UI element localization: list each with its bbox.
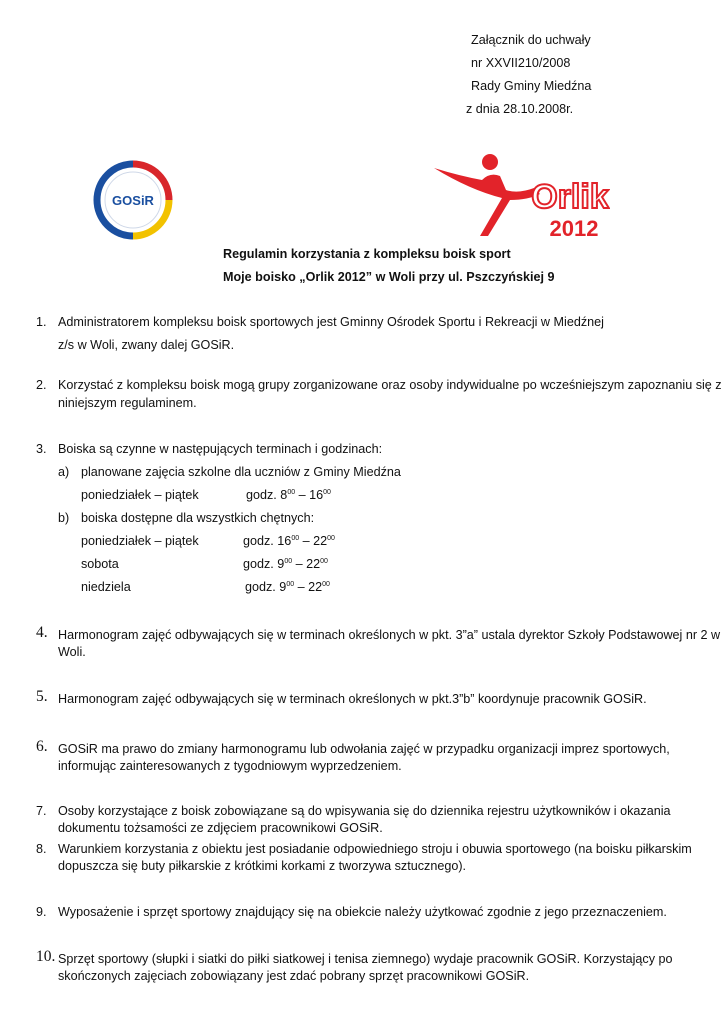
item-7-number: 7. bbox=[36, 804, 47, 818]
item-9-line-1: Wyposażenie i sprzęt sportowy znajdujący się na obiekcie należy użytkować zgodnie z jego przeznaczeniem. bbox=[58, 905, 667, 919]
item-6-line-2: informując zainteresowanych z tygodniowym wyprzedzeniem. bbox=[58, 759, 402, 773]
item-4-line-2: Woli. bbox=[58, 645, 86, 659]
item-3b-row-1-hours: godz. $16^{00} - 22^{00}$ bbox=[243, 534, 335, 548]
item-3b-row-2-day: sobota bbox=[81, 557, 119, 571]
item-2-line-2: niniejszym regulaminem. bbox=[58, 396, 197, 410]
item-3a-hours: godz. $8^{00} - 16^{00}$ bbox=[246, 488, 331, 502]
item-5-number: 5. bbox=[36, 688, 48, 705]
item-3b-row-1-day: poniedziałek – piątek bbox=[81, 534, 199, 548]
item-5-line-1: Harmonogram zajęć odbywających się w terminach określonych w pkt.3”b” koordynuje pracownik GOSiR. bbox=[58, 692, 647, 706]
item-10-number: 10. bbox=[36, 948, 56, 965]
item-6-line-1: GOSiR ma prawo do zmiany harmonogramu lub odwołania zajęć w przypadku organizacji imprez sportowych, bbox=[58, 742, 670, 756]
item-1-line-2: z/s w Woli, zwany dalej GOSiR. bbox=[58, 338, 235, 352]
item-3b-row-3-hours: godz. $9^{00} - 22^{00}$ bbox=[245, 580, 330, 594]
item-3b-row-2-hours: godz. $9^{00} - 22^{00}$ bbox=[243, 557, 328, 571]
item-3-number: 3. bbox=[36, 442, 47, 456]
item-8-number: 8. bbox=[36, 842, 47, 856]
item-2-number: 2. bbox=[36, 378, 47, 392]
document-title-line-2: Moje boisko „Orlik 2012” w Woli przy ul. Pszczyńskiej 9 bbox=[223, 270, 555, 284]
gosir-logo bbox=[93, 160, 173, 240]
orlik-logo-text: Orlik bbox=[531, 178, 609, 216]
item-3a-days: poniedziałek – piątek bbox=[81, 488, 199, 502]
item-8-line-2: dopuszcza się buty piłkarskie z krótkimi korkami z tworzywa sztucznego). bbox=[58, 859, 467, 873]
gosir-logo-text: GOSiR bbox=[112, 193, 154, 208]
item-2-line-1: Korzystać z kompleksu boisk mogą grupy zorganizowane oraz osoby indywidualne po wcześniejszym zapoznaniu się z bbox=[58, 378, 722, 392]
item-3-intro: Boiska są czynne w następujących terminach i godzinach: bbox=[58, 442, 383, 456]
item-1-number: 1. bbox=[36, 315, 47, 329]
item-7-line-2: dokumentu tożsamości ze zdjęciem pracownikowi GOSiR. bbox=[58, 821, 383, 835]
document-title-line-1: Regulamin korzystania z kompleksu boisk sport bbox=[223, 247, 511, 261]
item-3b-label: b) bbox=[58, 511, 70, 525]
header-line-3: Rady Gminy Miedźna bbox=[471, 79, 592, 93]
item-3b-text: boiska dostępne dla wszystkich chętnych: bbox=[81, 511, 315, 525]
item-4-line-1: Harmonogram zajęć odbywających się w terminach określonych w pkt. 3”a” ustala dyrektor Szkoły Podstawowej nr 2 w bbox=[58, 628, 721, 642]
item-1-line-1: Administratorem kompleksu boisk sportowych jest Gminny Ośrodek Sportu i Rekreacji w Miedźnej bbox=[58, 315, 604, 329]
item-7-line-1: Osoby korzystające z boisk zobowiązane są do wpisywania się do dziennika rejestru użytkowników i okazania bbox=[58, 804, 671, 818]
header-line-2: nr XXVII210/2008 bbox=[471, 56, 571, 70]
item-10-line-1: Sprzęt sportowy (słupki i siatki do piłki siatkowej i tenisa ziemnego) wydaje pracownik GOSiR. Korzystający po bbox=[58, 952, 673, 966]
orlik-logo bbox=[430, 150, 610, 242]
orlik-runner-icon bbox=[434, 168, 540, 236]
item-3b-row-3-day: niedziela bbox=[81, 580, 131, 594]
item-3a-text: planowane zajęcia szkolne dla uczniów z Gminy Miedźna bbox=[81, 465, 401, 479]
orlik-head-icon bbox=[482, 154, 498, 170]
item-8-line-1: Warunkiem korzystania z obiektu jest posiadanie odpowiedniego stroju i obuwia sportowego (na boisku piłkarskim bbox=[58, 842, 692, 856]
item-3a-label: a) bbox=[58, 465, 70, 479]
item-9-number: 9. bbox=[36, 905, 47, 919]
header-line-4: z dnia 28.10.2008r. bbox=[466, 102, 574, 116]
item-10-line-2: skończonych zajęciach zobowiązany jest zdać pobrany sprzęt pracownikowi GOSiR. bbox=[58, 969, 530, 983]
item-4-number: 4. bbox=[36, 624, 48, 641]
header-line-1: Załącznik do uchwały bbox=[471, 33, 591, 47]
orlik-logo-year: 2012 bbox=[549, 216, 599, 241]
item-6-number: 6. bbox=[36, 738, 48, 755]
